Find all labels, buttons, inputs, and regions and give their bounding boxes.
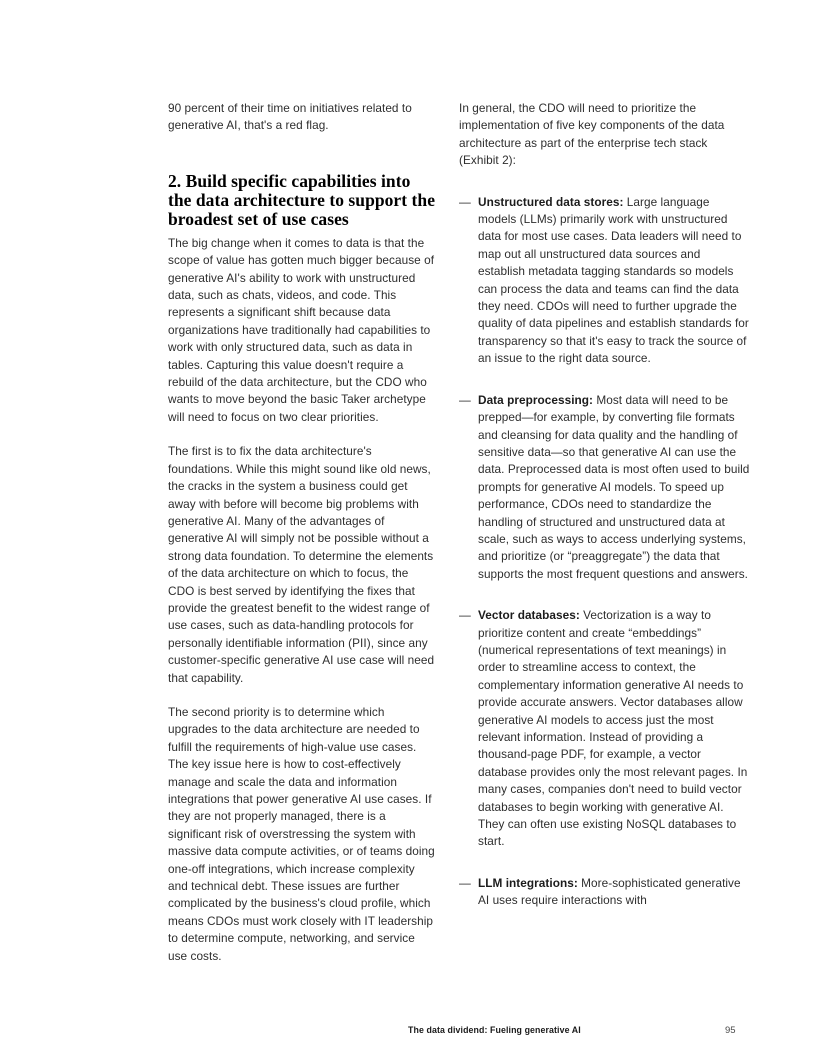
body-paragraph: The second priority is to determine which upgrades to the data architecture are needed to fulfill the requirements of high-value use cases. The key issue here is how to cost-effectively manage and scale the data and information integrations that power generative AI use cases. If they are not properly managed, there is a significant risk of overstressing the system with massive data compute activities, or of teams doing one-off integrations, which increase complexity and technical debt. These issues are further complicated by the business's cloud profile, which means CDOs must work closely with IT leadership to determine compute, networking, and service use costs. (168, 704, 435, 963)
bullet-body (478, 607, 750, 851)
right-column (459, 100, 750, 934)
section-heading: 2. Build specific capabilities into the data architecture to support the broadest set of use cases (168, 170, 436, 229)
page-number: 95 (725, 1025, 736, 1036)
bullet-body (478, 194, 750, 368)
dash-bullet-marker: — (459, 392, 471, 407)
left-column (168, 100, 436, 982)
bullet-lead: Data preprocessing: (478, 392, 594, 407)
bullet-text: Most data will need to be prepped—for example, by converting file formats and cleansing for data quality and the handling of sensitive data—so that generative AI can use the data. Preprocessed data is most often used to build prompts for generative AI models. To speed up performance, CDOs need to standardize the handling of structured and unstructured data at scale, such as ways to access underlying systems, and prioritize (or “preaggregate”) the data that supports the most frequent questions and answers. (478, 392, 750, 581)
bullet-text: More-sophisticated generative AI uses require interactions with (478, 875, 741, 908)
bullet-item-unstructured-data-stores (459, 194, 750, 368)
bullet-body (478, 392, 750, 583)
bullet-lead: Unstructured data stores: (478, 194, 624, 209)
carryover-paragraph: 90 percent of their time on initiatives related to generative AI, that's a red flag. (168, 101, 412, 133)
page-footer (0, 1025, 816, 1045)
bullet-item-llm-integrations (459, 875, 750, 910)
bullet-lead: LLM integrations: (478, 875, 578, 890)
bullet-body (478, 875, 750, 910)
bullet-item-data-preprocessing (459, 392, 750, 583)
running-footer-title: The data dividend: Fueling generative AI (408, 1025, 581, 1035)
bullet-item-vector-databases (459, 607, 750, 851)
bullet-lead: Vector databases: (478, 608, 580, 623)
body-paragraph: The big change when it comes to data is that the scope of value has gotten much bigger because of generative AI's ability to work with unstructured data, such as chats, videos, and code. This represents a significant shift because data organizations have traditionally had capabilities to work with only structured data, such as data in tables. Capturing this value doesn't require a rebuild of the data architecture, but the CDO who wants to move beyond the basic Taker archetype will need to focus on two clear priorities. (168, 235, 435, 424)
body-paragraph: The first is to fix the data architecture's foundations. While this might sound like old news, the cracks in the system a business could get away with before will become big problems with generative AI. Many of the advantages of generative AI will simply not be possible without a strong data foundation. To determine the elements of the data architecture on which to focus, the CDO is best served by identifying the fixes that provide the greatest benefit to the widest range of use cases, such as data-handling protocols for personally identifiable information (PII), since any customer-specific generative AI use case will need that capability. (168, 444, 435, 685)
dash-bullet-marker: — (459, 875, 471, 890)
bullet-text: Large language models (LLMs) primarily work with unstructured data for most use cases. Data leaders will need to map out all unstructured data sources and establish metadata tagging standards so models can process the data and teams can find the data they need. CDOs will need to further upgrade the quality of data pipelines and establish standards for transparency so that it's easy to track the source of an issue to the right data source. (478, 194, 749, 366)
dash-bullet-marker: — (459, 608, 471, 623)
bullet-text: Vectorization is a way to prioritize content and create “embeddings” (numerical representations of text meanings) in order to streamline access to context, the complementary information generative AI needs to provide accurate answers. Vector databases allow generative AI models to access just the most relevant information. Instead of providing a thousand-page PDF, for example, a vector database provides only the most relevant pages. In many cases, companies don't need to build vector databases to begin working with generative AI. They can often use existing NoSQL databases to start. (478, 608, 748, 849)
dash-bullet-marker: — (459, 194, 471, 209)
body-paragraph: In general, the CDO will need to prioritize the implementation of five key components of the data architecture as part of the enterprise tech stack (Exhibit 2): (459, 101, 725, 168)
